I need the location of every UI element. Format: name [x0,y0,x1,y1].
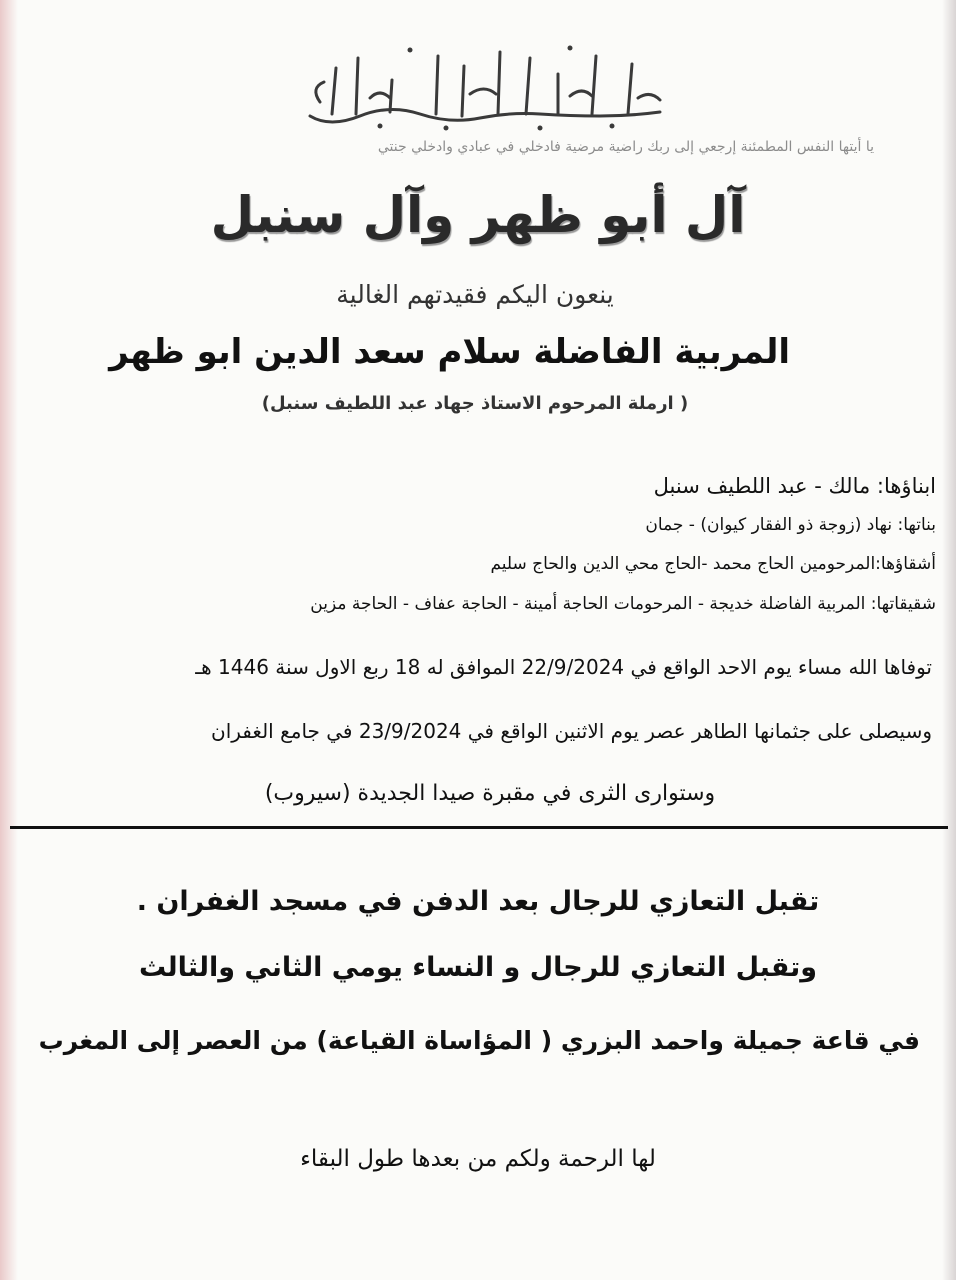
calligraphy-header [240,28,720,138]
condolence-line-2: وتقبل التعازي للرجال و النساء يومي الثاني والثالث [138,952,818,983]
relatives-sisters: شقيقاتها: المربية الفاضلة خديجة - المرحومات الحاجة أمينة - الحاجة عفاف - الحاجة مزين [310,594,936,614]
section-divider [10,826,948,829]
closing-prayer: لها الرحمة ولكم من بعدها طول البقاء [300,1146,656,1172]
relatives-brothers: أشقاؤها:المرحومين الحاج محمد -الحاج محي الدين والحاج سليم [490,554,936,574]
condolence-line-3: في قاعة جميلة واحمد البزري ( المؤاساة القياعة) من العصر إلى المغرب [38,1026,920,1055]
deceased-relation: ( ارملة المرحوم الاستاذ جهاد عبد اللطيف سنبل) [261,393,689,414]
quran-verse: يا أيتها النفس المطمئنة إرجعي إلى ربك راضية مرضية فادخلي في عبادي وادخلي جنتي [377,139,874,155]
right-edge-shadow [942,0,956,1280]
prayer-details: وسيصلى على جثمانها الطاهر عصر يوم الاثنين الواقع في 23/9/2024 في جامع الغفران [211,719,932,743]
families-title: آل أبو ظهر وآل سنبل [210,186,746,244]
death-details: توفاها الله مساء يوم الاحد الواقع في 22/9/2024 الموافق له 18 ربع الاول سنة 1446 هـ [195,655,932,679]
announce-line: ينعون اليكم فقيدتهم الغالية [336,280,614,309]
left-edge-shadow [0,0,18,1280]
relatives-daughters: بناتها: نهاد (زوجة ذو الفقار كيوان) - جمان [645,515,936,535]
relatives-sons: ابناؤها: مالك - عبد اللطيف سنبل [653,474,936,498]
condolence-line-1: تقبل التعازي للرجال بعد الدفن في مسجد الغفران . [136,886,820,917]
burial-details: وستوارى الثرى في مقبرة صيدا الجديدة (سيروب) [264,781,716,806]
deceased-name: المربية الفاضلة سلام سعد الدين ابو ظهر [109,332,790,372]
calligraphy-artwork [240,28,720,138]
